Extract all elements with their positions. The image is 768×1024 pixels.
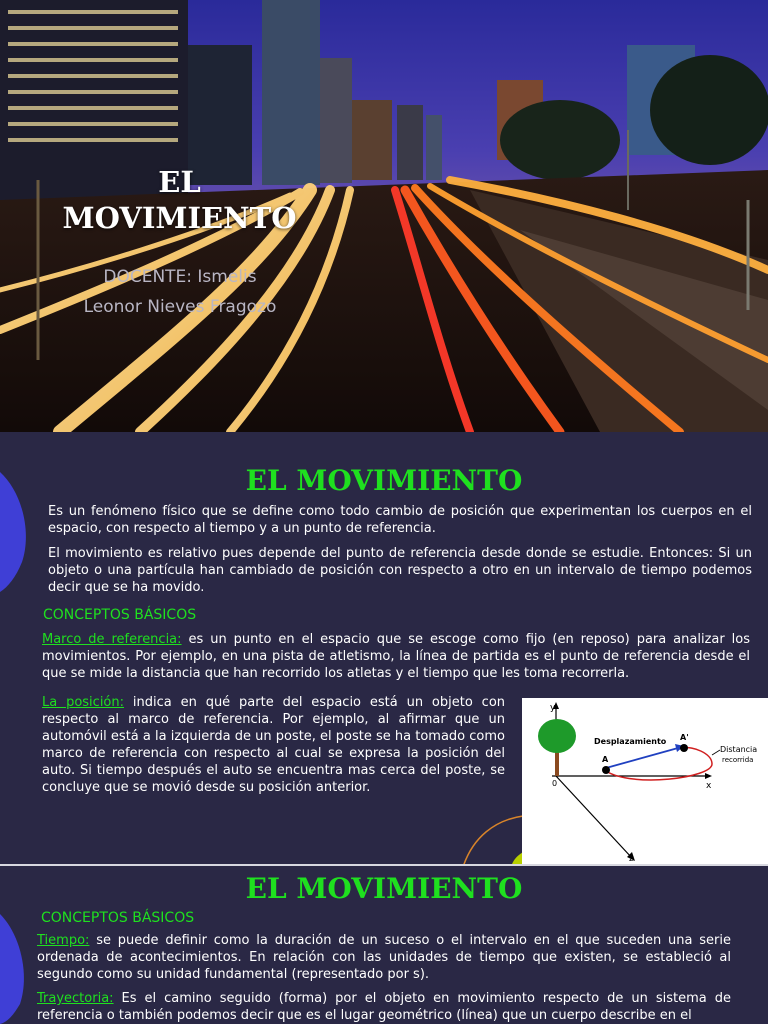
cover-title: EL MOVIMIENTO (62, 165, 297, 235)
point-a-prime-label: A' (680, 733, 689, 742)
marco-referencia-paragraph (42, 631, 750, 682)
relative-motion-paragraph: El movimiento es relativo pues depende del punto de referencia desde donde se estudie. Entonces: Si un objeto o una partícula han cambiado de posición con respecto a otro en un intervalo de tiempo podemos decir que se ha movido. (48, 546, 752, 595)
origin-label: 0 (552, 779, 558, 788)
displacement-diagram (522, 698, 768, 864)
slide-movimiento-1 (0, 432, 768, 865)
docente-name-first: Ismelis (197, 267, 257, 287)
distance-label-line1: Distancia (720, 745, 758, 754)
decorative-blue-blob (0, 914, 28, 1024)
displacement-arrow (606, 748, 678, 768)
slide-movimiento-2 (0, 866, 768, 1024)
definition-paragraph: Es un fenómeno físico que se define como todo cambio de posición que experimentan los cuerpos en el espacio, con respecto al tiempo y a un punto de referencia. (48, 504, 752, 536)
trayectoria-term: Trayectoria: (37, 991, 114, 1006)
reference-frame-figure (522, 698, 768, 864)
distance-label-line2: recorrida (722, 756, 754, 764)
point-a-prime (680, 744, 688, 752)
point-a (602, 766, 610, 774)
axis-y-label: y (550, 703, 556, 713)
axis-z-label: z (629, 854, 634, 864)
conceptos-basicos-heading: CONCEPTOS BÁSICOS (41, 910, 195, 926)
tiempo-paragraph (37, 932, 731, 983)
docente-label: DOCENTE: (103, 267, 193, 287)
conceptos-basicos-heading: CONCEPTOS BÁSICOS (43, 607, 197, 623)
slide-heading: EL MOVIMIENTO (245, 464, 523, 497)
posicion-term: La posición: (42, 695, 125, 710)
marco-referencia-text: es un punto en el espacio que se escoge como fijo (en reposo) para analizar los movimientos. Por ejemplo, en una pista de atletismo, la línea de partida es el punto de referencia desde el que se mide la distancia que han recorrido los atletas y el tiempo que les toma recorrerla. (42, 632, 750, 681)
cover-slide (0, 0, 768, 432)
posicion-text: indica en qué parte del espacio está un objeto con respecto al marco de referencia. Por ejemplo, al afirmar que un automóvil está a la izquierda de un poste, el poste se ha tomado como marco de referencia con respecto al cual se expresa la posición del auto. Si tiempo después el auto se encuentra mas cerca del poste, se concluye que se movió desde su posición anterior. (42, 695, 506, 795)
cover-docente (60, 262, 300, 322)
tiempo-term: Tiempo: (37, 933, 90, 948)
marco-referencia-term: Marco de referencia: (42, 632, 182, 647)
slide-heading: EL MOVIMIENTO (245, 872, 523, 905)
posicion-paragraph (42, 694, 505, 796)
point-a-label: A (602, 755, 609, 764)
displacement-label: Desplazamiento (594, 737, 667, 746)
docente-name-rest: Leonor Nieves Fragozo (83, 297, 277, 317)
axis-x-label: x (706, 781, 712, 791)
decorative-orange-arc (455, 812, 525, 865)
tiempo-text: se puede definir como la duración de un suceso o el intervalo en el que suceden una serie ordenada de acontecimientos. En relación con las unidades de tiempo que existen, se estableció al segundo como su unidad fundamental (representado por s). (37, 933, 731, 982)
trayectoria-text: Es el camino seguido (forma) por el objeto en movimiento respecto de un sistema de referencia o también podemos decir que es el lugar geométrico (línea) que un cuerpo describe en el (37, 991, 731, 1023)
trayectoria-paragraph (37, 990, 731, 1024)
tree-icon (538, 719, 576, 753)
